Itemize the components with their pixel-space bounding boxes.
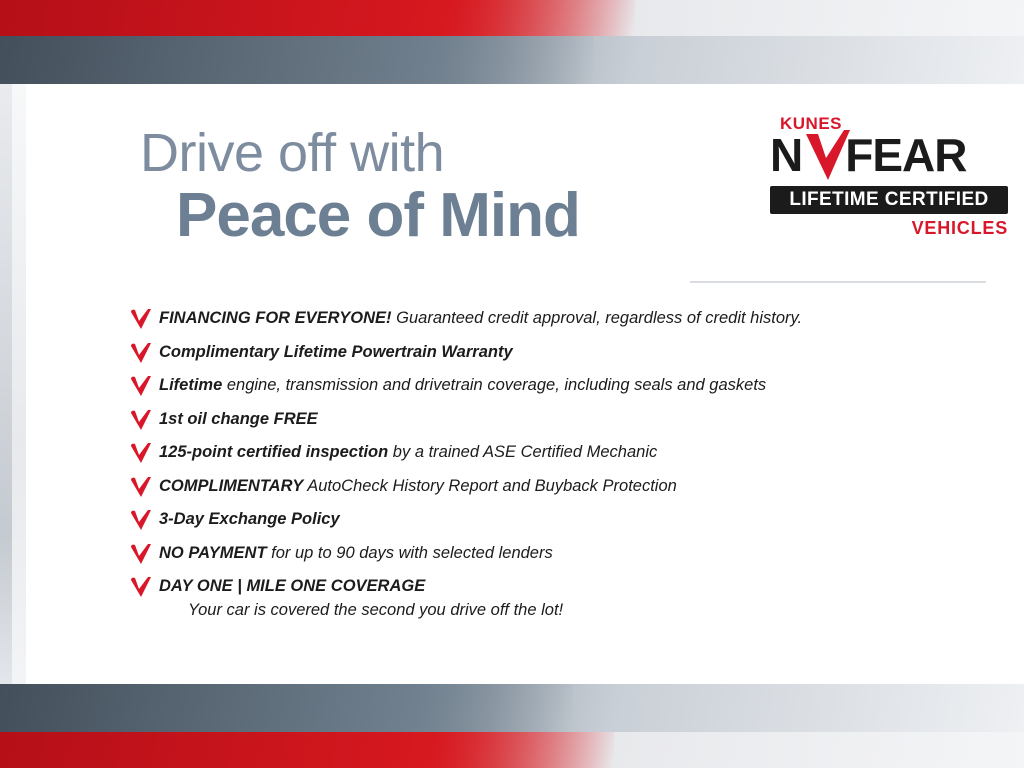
top-red-banner	[0, 0, 1024, 36]
list-item	[130, 375, 950, 396]
list-item	[130, 409, 950, 430]
list-item-rest: Guaranteed credit approval, regardless of credit history.	[391, 309, 803, 327]
list-item-text	[159, 543, 553, 564]
list-item-bold: Lifetime	[159, 376, 223, 394]
list-item-bold: FINANCING FOR EVERYONE!	[159, 309, 392, 327]
list-item-text	[159, 476, 677, 497]
list-item-bold: NO PAYMENT	[159, 543, 267, 562]
list-item	[130, 308, 950, 329]
list-item-rest: by a trained ASE Certified Mechanic	[388, 443, 658, 461]
list-item	[130, 543, 950, 564]
logo-banner-text: LIFETIME CERTIFIED	[789, 189, 989, 210]
kunes-no-fear-logo	[768, 108, 1010, 246]
logo-brand-text: KUNES	[779, 114, 842, 133]
list-item-text	[159, 409, 318, 430]
logo-wordmark-n: N	[770, 129, 802, 181]
check-heart-icon	[130, 577, 152, 597]
list-item-bold: DAY ONE | MILE ONE COVERAGE	[159, 577, 426, 595]
headline-line-1: Drive off with	[140, 123, 445, 183]
list-item-bold: Complimentary Lifetime Powertrain Warranty	[159, 342, 513, 361]
list-item-rest: AutoCheck History Report and Buyback Protection	[303, 476, 677, 495]
check-heart-icon	[130, 544, 152, 564]
bottom-red-banner	[0, 732, 1024, 768]
list-item-text	[159, 442, 657, 463]
checkmark-icon	[804, 130, 850, 180]
list-item-text	[159, 577, 425, 595]
check-heart-icon	[130, 443, 152, 463]
list-item-bold: 1st oil change FREE	[159, 409, 318, 428]
left-edge-strip-inner	[12, 84, 26, 684]
bottom-gray-banner	[0, 684, 1024, 732]
headline-line-2: Peace of Mind	[176, 181, 580, 251]
list-item-bold: COMPLIMENTARY	[159, 476, 304, 495]
header-divider	[690, 281, 986, 283]
check-heart-icon	[130, 477, 152, 497]
logo-wordmark	[770, 129, 967, 181]
list-item-text	[159, 509, 340, 530]
check-heart-icon	[130, 343, 152, 363]
list-item-text	[159, 342, 513, 363]
check-heart-icon	[130, 309, 152, 329]
logo-suffix-text: VEHICLES	[911, 218, 1008, 238]
benefits-list	[130, 308, 950, 633]
check-heart-icon	[130, 510, 152, 530]
list-item-group	[159, 576, 563, 620]
check-heart-icon	[130, 410, 152, 430]
list-item-rest: engine, transmission and drivetrain coverage, including seals and gaskets	[222, 376, 767, 394]
top-gray-banner	[0, 36, 1024, 84]
list-item-text	[159, 375, 766, 396]
list-item-bold: 3-Day Exchange Policy	[159, 510, 340, 528]
logo-wordmark-fear: FEAR	[845, 129, 967, 181]
list-item-bold: 125-point certified inspection	[159, 443, 389, 461]
page-title	[140, 123, 740, 251]
list-item-text	[159, 308, 802, 329]
list-item	[130, 509, 950, 530]
list-item-rest: for up to 90 days with selected lenders	[266, 543, 553, 562]
list-item	[130, 442, 950, 463]
list-item	[130, 342, 950, 363]
logo-banner	[770, 186, 1008, 214]
list-item-subtext: Your car is covered the second you drive off the lot!	[188, 600, 564, 619]
list-item	[130, 576, 950, 620]
check-heart-icon	[130, 376, 152, 396]
list-item	[130, 476, 950, 497]
